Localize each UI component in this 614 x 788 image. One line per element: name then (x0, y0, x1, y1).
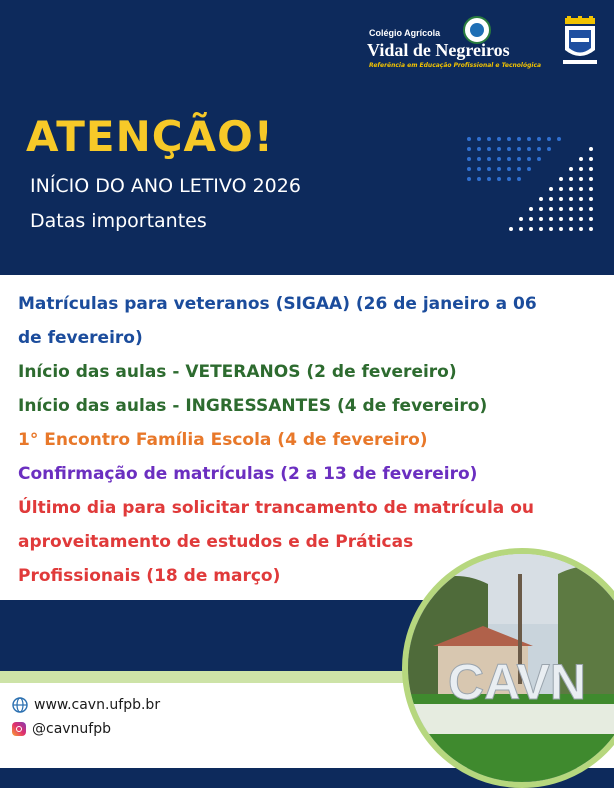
website-link[interactable]: www.cavn.ufpb.br (34, 697, 161, 713)
item-classes-veterans: Início das aulas - VETERANOS (2 de fevereiro) (18, 362, 457, 382)
logo-tagline: Referência em Educação Profissional e Tecnológica (369, 62, 542, 69)
attention-title: ATENÇÃO! (26, 112, 274, 161)
logo-big-text: Vidal de Negreiros (367, 40, 510, 60)
item-veteran-enrollment-line2: de fevereiro) (18, 328, 143, 348)
item-last-day-line1: Último dia para solicitar trancamento de matrícula ou (18, 498, 534, 518)
item-enrollment-confirmation: Confirmação de matrículas (2 a 13 de fevereiro) (18, 464, 478, 484)
school-logo (365, 16, 542, 74)
item-last-day-line2: aproveitamento de estudos e de Práticas (18, 532, 414, 552)
item-veteran-enrollment-line1: Matrículas para veteranos (SIGAA) (26 de janeiro a 06 (18, 294, 537, 314)
instagram-icon (12, 722, 26, 736)
logo-small-text: Colégio Agrícola (369, 28, 441, 38)
website-row[interactable] (12, 697, 160, 713)
university-crest-icon (563, 16, 597, 68)
cavn-sign: CAVN (448, 654, 586, 710)
instagram-row[interactable] (12, 721, 111, 737)
important-dates-subtitle: Datas importantes (30, 210, 207, 232)
globe-icon (12, 697, 28, 713)
header-section (0, 0, 614, 275)
decorative-dots (465, 135, 595, 235)
school-year-subtitle: INÍCIO DO ANO LETIVO 2026 (30, 175, 301, 197)
campus-photo-illustration (408, 554, 614, 782)
item-last-day-line3: Profissionais (18 de março) (18, 566, 281, 586)
item-family-meeting: 1° Encontro Família Escola (4 de fevereiro) (18, 430, 428, 450)
item-classes-newcomers: Início das aulas - INGRESSANTES (4 de fevereiro) (18, 396, 488, 416)
instagram-handle[interactable]: @cavnufpb (32, 721, 112, 737)
